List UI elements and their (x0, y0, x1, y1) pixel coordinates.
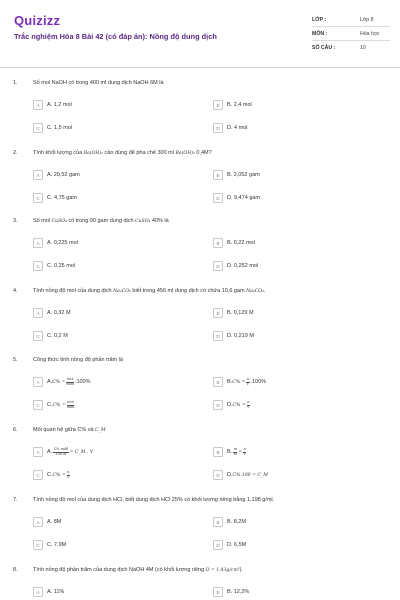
meta-table (312, 13, 390, 55)
fraction-numerator: n (67, 469, 70, 474)
meta-value: Hóa học (360, 30, 380, 37)
formula: C% = (232, 379, 246, 385)
fraction (67, 471, 70, 479)
question-text-part: cần dùng để pha chế 300 ml (103, 150, 176, 156)
question-text: Công thức tính nồng độ phần trăm là (33, 357, 123, 363)
formula: C% = (52, 472, 66, 478)
option-letter-box: D (213, 331, 223, 341)
formula: C_M (95, 428, 106, 433)
option-suffix: .100% (250, 379, 267, 385)
option-letter-box: D (213, 470, 223, 480)
option-letter-box: C (33, 261, 43, 271)
option-prefix: A. (47, 379, 53, 385)
option-letter-box: A (33, 308, 43, 318)
option-text: B. 8,2M (227, 519, 246, 525)
option-text: D. 4 mol (227, 125, 248, 131)
formula: C%.100 = C_M (232, 472, 268, 478)
option-d[interactable] (213, 123, 247, 133)
question-text (33, 218, 169, 224)
fraction (67, 401, 75, 409)
option-prefix: B. (227, 449, 233, 455)
option-text: A. 0,225 mol (47, 240, 78, 246)
option-text: C. 4,75 gam (47, 195, 77, 201)
meta-row-subject (312, 27, 390, 41)
logo: Quizizz (14, 13, 61, 28)
fraction-numerator: m (233, 446, 237, 451)
option-c[interactable] (33, 123, 72, 133)
option-text: D. 6,5M (227, 542, 247, 548)
formula: C% = (52, 379, 66, 385)
option-a[interactable] (33, 308, 71, 318)
option-b[interactable] (213, 517, 246, 527)
option-b[interactable] (213, 238, 255, 248)
question-text-part: 0,4M? (194, 150, 212, 156)
option-b[interactable] (213, 308, 254, 318)
meta-label: LỚP : (312, 16, 327, 23)
fraction (53, 448, 68, 456)
option-letter-box: D (213, 400, 223, 410)
question-text (33, 288, 265, 294)
option-letter-box: B (213, 170, 223, 180)
fraction (66, 378, 74, 386)
question-text (33, 567, 243, 573)
option-letter-box: C (33, 123, 43, 133)
option-text: C. 0,25 mol (47, 263, 76, 269)
option-letter-box: B (213, 238, 223, 248)
option-text: A. 20,52 gam (47, 172, 80, 178)
question-number: 6. (13, 427, 18, 433)
meta-row-count (312, 41, 390, 55)
option-letter-box: C (33, 193, 43, 203)
option-suffix: .100% (74, 379, 91, 385)
option-a[interactable] (33, 377, 91, 387)
fraction-numerator: n (243, 446, 246, 451)
option-letter-box: B (213, 517, 223, 527)
fraction (247, 401, 250, 409)
option-c[interactable] (33, 331, 68, 341)
formula: C% = (52, 402, 66, 408)
meta-label: SỐ CÂU : (312, 45, 336, 51)
option-text: D. 9,474 gam (227, 195, 261, 201)
question-number: 2. (13, 150, 18, 156)
formula: CuSO₄ (51, 219, 67, 224)
question-text: Tính nồng độ mol của dung dịch HCl, biết dung dịch HCl 25% có khối lượng riêng bằng 1,198 g/ml. (33, 497, 275, 503)
question-number: 5. (13, 357, 18, 363)
option-c[interactable] (33, 470, 71, 480)
option-prefix: D. (227, 402, 233, 408)
formula: Na₂CO₃ (246, 289, 264, 294)
option-text: A. 11% (47, 589, 65, 595)
fraction-denominator: V (247, 404, 250, 409)
option-prefix: B. (227, 379, 233, 385)
option-text: A. 8M (47, 519, 62, 525)
option-text: B. 0,129 M (227, 310, 254, 316)
option-text: B. 0,22 mol (227, 240, 255, 246)
option-text: B. 2,4 mol (227, 102, 252, 108)
meta-label: MÔN : (312, 30, 328, 37)
option-prefix: D. (227, 472, 233, 478)
meta-value: Lớp 8 (360, 16, 374, 23)
formula: = C_M . V (69, 449, 94, 455)
question-text-part: ). (239, 567, 244, 573)
fraction-numerator: mct (66, 376, 74, 381)
fraction-denominator: V (246, 381, 250, 386)
option-text: C. 1,5 mol (47, 125, 73, 131)
option-letter-box: B (213, 447, 223, 457)
fraction-numerator: C%.mdd (53, 446, 69, 451)
option-a[interactable] (33, 587, 64, 597)
fraction (246, 378, 249, 386)
option-d[interactable] (213, 400, 251, 410)
question-text-part: biết trong 456 ml dung dịch có chứa 10,6 gam (130, 288, 247, 294)
option-a[interactable] (33, 100, 72, 110)
option-b[interactable] (213, 100, 252, 110)
option-letter-box: D (213, 540, 223, 550)
option-d[interactable] (213, 540, 246, 550)
option-a[interactable] (33, 447, 93, 457)
option-prefix: C. (47, 472, 53, 478)
fraction-denominator: mdd (66, 404, 75, 409)
option-letter-box: A (33, 517, 43, 527)
option-letter-box: C (33, 540, 43, 550)
option-d[interactable] (213, 331, 254, 341)
question-text (33, 150, 212, 156)
option-d[interactable] (213, 470, 268, 480)
formula: = (238, 449, 243, 455)
fraction-denominator: V (67, 474, 70, 479)
question-text-part: Tính khối lượng của (33, 150, 84, 156)
question-number: 4. (13, 288, 18, 294)
option-a[interactable] (33, 170, 80, 180)
question-text-part: Tính nồng độ mol của dung dịch (33, 288, 114, 294)
option-d[interactable] (213, 193, 260, 203)
option-letter-box: D (213, 261, 223, 271)
option-b[interactable] (213, 377, 266, 387)
question-text-part: Tính nồng độ phần trăm của dung dịch NaOH 4M (có khối lượng riêng (33, 567, 206, 573)
meta-value: 10 (360, 45, 366, 51)
option-letter-box: C (33, 400, 43, 410)
fraction-denominator: mdd (66, 381, 74, 386)
option-prefix: C. (47, 402, 53, 408)
option-d[interactable] (213, 261, 258, 271)
option-letter-box: A (33, 587, 43, 597)
option-c[interactable] (33, 400, 75, 410)
question-number: 8. (13, 567, 18, 573)
option-c[interactable] (33, 193, 77, 203)
option-letter-box: B (213, 308, 223, 318)
option-text: A. 1,2 mol (47, 102, 72, 108)
question-text (33, 427, 106, 433)
option-letter-box: B (213, 377, 223, 387)
option-letter-box: D (213, 193, 223, 203)
option-text: C. 0,2 M (47, 333, 68, 339)
option-letter-box: A (33, 377, 43, 387)
fraction (233, 448, 237, 456)
formula: Na₂CO₃ (113, 289, 131, 294)
question-number: 3. (13, 218, 18, 224)
fraction-denominator: V (243, 451, 247, 456)
option-letter-box: A (33, 238, 43, 248)
option-letter-box: C (33, 331, 43, 341)
fraction-numerator: n (246, 376, 250, 381)
formula: C% = (232, 402, 246, 408)
fraction (243, 448, 246, 456)
option-letter-box: D (213, 123, 223, 133)
option-text: D. 0,252 mol (227, 263, 259, 269)
question-text-part: Mối quan hệ giữa C% và (33, 427, 96, 433)
option-letter-box: A (33, 170, 43, 180)
formula: D = 1,43g/cm³ (205, 568, 240, 573)
option-c[interactable] (33, 540, 66, 550)
option-text: B. 2,052 gam (227, 172, 260, 178)
question-text: Số mol NaOH có trong 400 ml dung dịch NaOH 6M là (33, 80, 164, 86)
option-letter-box: B (213, 587, 223, 597)
option-letter-box: C (33, 470, 43, 480)
question-text-part: có trong 90 gam dung dịch (66, 218, 136, 224)
option-letter-box: B (213, 100, 223, 110)
formula: Ba(OH)₂ (83, 151, 104, 156)
question-text-part: 40% là (150, 218, 169, 224)
option-letter-box: A (33, 447, 43, 457)
option-text: C. 7,9M (47, 542, 67, 548)
question-text-part: Số mol (33, 218, 52, 224)
option-b[interactable] (213, 170, 260, 180)
fraction-numerator: n (247, 399, 250, 404)
meta-row-class (312, 13, 390, 27)
question-text-part: . (263, 288, 266, 294)
formula: Ba(OH)₂ (175, 151, 195, 156)
option-prefix: A. (47, 449, 53, 455)
option-b[interactable] (213, 587, 249, 597)
formula: CuSO₄ (135, 219, 151, 224)
question-number: 1. (13, 80, 18, 86)
option-a[interactable] (33, 238, 78, 248)
option-a[interactable] (33, 517, 61, 527)
fraction-denominator: M (233, 451, 238, 456)
header-divider (0, 67, 400, 68)
option-letter-box: A (33, 100, 43, 110)
page-title: Trắc nghiệm Hóa 8 Bài 42 (có đáp án): Nồng độ dung dịch (14, 32, 217, 41)
option-c[interactable] (33, 261, 75, 271)
question-number: 7. (13, 497, 18, 503)
option-b[interactable] (213, 447, 247, 457)
option-text: B. 12,2% (227, 589, 250, 595)
fraction-numerator: mct (67, 399, 74, 404)
fraction-denominator: 100.M (55, 451, 67, 456)
option-text: D. 0,219 M (227, 333, 254, 339)
option-text: A. 0,32 M (47, 310, 71, 316)
